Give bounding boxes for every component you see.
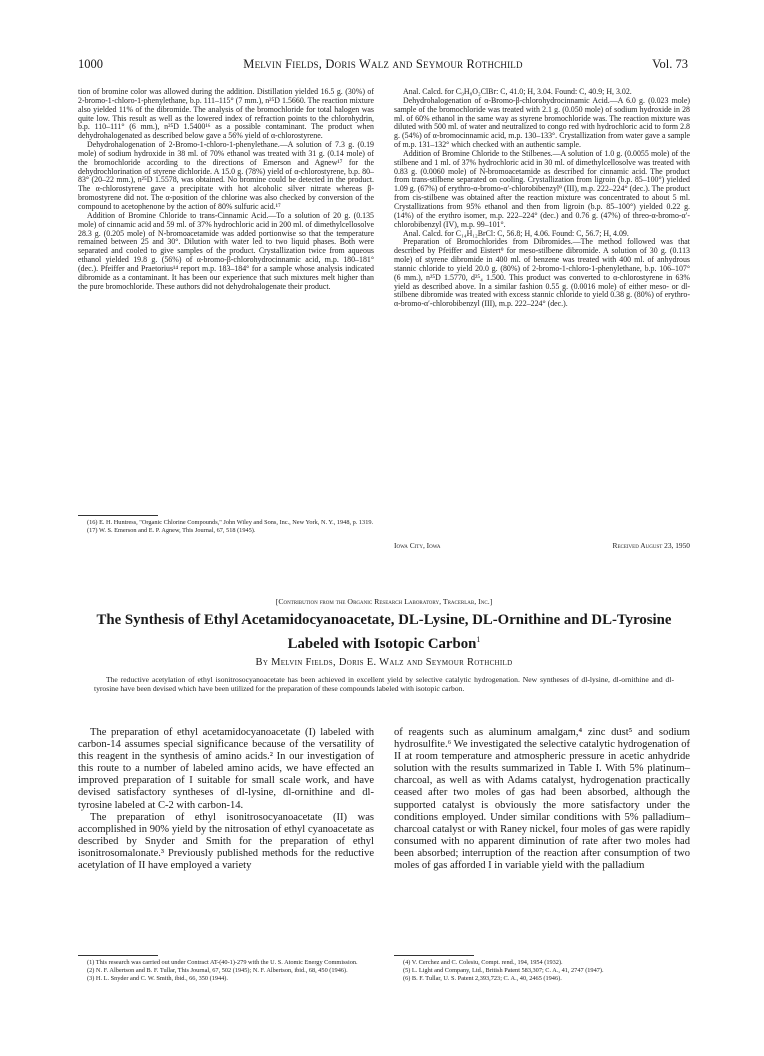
- prev-paragraph: Dehydrohalogenation of α-Bromo-β-chlorohydrocinnamic Acid.—A 6.0 g. (0.023 mole) sample of the bromochloride was treated with 2.1 g. (0.050 mole) of sodium hydroxide in 28 ml. of 60% ethanol in the same way as styrene bromochloride was. The reaction mixture was diluted with 500 ml. of water and neutralized to congo red with hydrochloric acid to form 2.8 g. (54%) of α-bromocinnamic acid, m.p. 130–133°. Crystallization from water gave a sample of m.p. 131–132° which checked with an authentic sample.: [394, 95, 690, 150]
- prev-paragraph: Dehydrohalogenation of 2-Bromo-1-chloro-1-phenylethane.—A solution of 7.3 g. (0.19 mole) of sodium hydroxide in 38 ml. of 70% ethanol was treated with 31 g. (0.14 mole) of the bromochloride according to the directions of Emerson and Agnew¹⁷ for the dehydrochlorination of styrene dichloride. A 15.0 g. (78%) yield of α-chlorostyrene, b.p. 80–83° (20–22 mm.), n²⁵D 1.5578, was obtained. No bromine could be detected in the product. The α-chlorostyrene gave a precipitate with hot alcoholic silver nitrate whereas β-bromostyrene did not. The α-position of the chlorine was also checked by conversion of the compound to acetophenone by the action of 80% sulfuric acid.¹⁷: [78, 140, 374, 211]
- prev-article-left-column: [78, 88, 374, 291]
- article-title: [78, 611, 690, 654]
- prev-paragraph: Addition of Bromine Chloride to trans-Cinnamic Acid.—To a solution of 20 g. (0.135 mole) of cinnamic acid and 59 ml. of 37% hydrochloric acid in 200 ml. of dimethylcellosolve 28.3 g. (0.205 mole) of N-bromoacetamide was added portionwise so that the temperature remained between 25 and 30°. Dilution with water led to two liquid phases. Both were separated and cooled to give samples of the product. Crystallization twice from aqueous ethanol yielded 19.8 g. (56%) of α-bromo-β-chlorohydrocinnamic acid, m.p. 180–181° (dec.). Pfeiffer and Praetorius¹⁴ report m.p. 183–184° for a sample whose analysis indicated dibromide as a contaminant. It has been our experience that such mixtures melt higher than the pure bromochloride. These authors did not dehydrohalogenate their product.: [78, 210, 374, 291]
- running-title: Melvin Fields, Doris Walz and Seymour Rothchild: [243, 57, 523, 71]
- page-number: 1000: [78, 57, 103, 71]
- prev-paragraph: Anal. Calcd. for C₉H₈O₂ClBr: C, 41.0; H, 3.04. Found: C, 40.9; H, 3.02.: [403, 87, 632, 96]
- footnote: (16) E. H. Huntress, "Organic Chlorine Compounds," John Wiley and Sons, Inc., New York, N. Y., 1948, p. 1319.: [87, 519, 374, 526]
- footnote: (3) H. L. Snyder and C. W. Smith, ibid., 66, 350 (1944).: [87, 975, 228, 982]
- article-right-footnotes: [394, 959, 690, 983]
- prev-paragraph: Addition of Bromine Chloride to the Stilbenes.—A solution of 1.0 g. (0.0055 mole) of the stilbene and 1 ml. of 37% hydrochloric acid in 30 ml. of dimethylcellosolve was treated with 0.83 g. (0.0060 mole) of N-bromoacetamide as described for cinnamic acid. The product from trans-stilbene separated on cooling. Crystallization from ligroin (b.p. 85–100°) yielded 1.09 g. (67%) of erythro-α-bromo-α′-chlorobibenzyl⁹ (III), m.p. 222–224° (dec.). The product from cis-stilbene was obtained after the reaction mixture was concentrated to about 5 ml. Crystallizations from 95% ethanol and then from ligroin (b.p. 85–100°) yielded 0.22 g. (14%) of the erythro isomer, m.p. 222–224° (dec.) and 0.76 g. (47%) of threo-α-bromo-α′-chlorobibenzyl (IV), m.p. 99–101°.: [394, 148, 691, 229]
- body-paragraph: of reagents such as aluminum amalgam,⁴ zinc dust⁵ and sodium hydrosulfite.⁶ We investigated the selective catalytic hydrogenation of II at room temperature and atmospheric pressure in acetic anhydride solution with the results summarized in Table I. With 5% platinum–charcoal, as well as with Adams catalyst, hydrogenation practically ceased after two moles of gas had been absorbed, although the supported catalyst is obviously the more satisfactory under the conditions employed. Under similar conditions with 5% palladium–charcoal catalyst or with Raney nickel, four moles of gas were rapidly consumed with no apparent diminution of rate after two moles had been absorbed; interruption of the reaction after consumption of two moles of gas afforded I in variable yield with the palladium: [394, 727, 690, 872]
- body-paragraph: The preparation of ethyl acetamidocyanoacetate (I) labeled with carbon-14 assumes special significance because of the versatility of this reagent in the synthesis of amino acids.² In our investigation of this route to a number of labeled amino acids, we have effected an improved preparation of I suitable for small scale work, and have devised satisfactory syntheses of dl-lysine, dl-ornithine and dl-tyrosine labeled at C-2 with carbon-14.: [78, 727, 374, 811]
- city-label: Iowa City, Iowa: [394, 541, 441, 550]
- prev-paragraph: tion of bromine color was allowed during the addition. Distillation yielded 16.5 g. (30%) of 2-bromo-1-chloro-1-phenylethane, b.p. 111–115° (7 mm.), n²⁵D 1.5660. The reaction mixture also yielded 11% of the dibromide. The analysis of the bromochloride for total halogen was quite low. This result as well as the lowered index of refraction points to the chlorohydrin, b.p. 110–111° (6 mm.), n²⁵D 1.5400¹⁶ as a possible contaminant. The product when dehydrohalogenated as described below gave a 56% yield of α-chlorostyrene.: [78, 87, 374, 141]
- prev-article-right-column: [394, 88, 690, 309]
- article-right-column: [394, 727, 690, 872]
- footnote: (1) This research was carried out under Contract AT-(40-1)-279 with the U. S. Atomic Energy Commission.: [87, 959, 358, 966]
- article-left-column: [78, 727, 374, 872]
- contribution-line: [Contribution from the Organic Research Laboratory, Tracerlab, Inc.]: [275, 597, 493, 606]
- running-header: [78, 56, 688, 72]
- title-footnote-mark: 1: [476, 635, 481, 644]
- body-paragraph: The preparation of ethyl isonitrosocyanoacetate (II) was accomplished in 90% yield by the nitrosation of ethyl cyanoacetate as described by Snyder and Smith for the preparation of ethyl isonitrosomalonate.³ Previously published methods for the reductive acetylation of II have employed a variety: [78, 811, 374, 872]
- article-abstract: The reductive acetylation of ethyl isonitrosocyanoacetate has been achieved in excellent yield by selective catalytic hydrogenation. New syntheses of dl-lysine, dl-ornithine and dl-tyrosine have been devised which have been utilized for the preparation of these compounds labeled with isotopic carbon.: [94, 675, 674, 693]
- prev-paragraph: Preparation of Bromochlorides from Dibromides.—The method followed was that described by Pfeiffer and Eistert⁹ for meso-stilbene dibromide. A solution of 30 g. (0.113 mole) of styrene dibromide in 400 ml. of benzene was treated with 400 ml. of anhydrous stannic chloride to yield 20.0 g. (80%) of 2-bromo-1-chloro-1-phenylethane, b.p. 106–107° (6 mm.), n²⁵D 1.5770, d²⁵₄ 1.500. This product was converted to α-chlorostyrene in 63% yield as described above. In a similar fashion 0.55 g. (0.0016 mole) of either meso- or dl-stilbene dibromide was treated with excess stannic chloride to yield 0.38 g. (80%) of erythro-α-bromo-α′-chlorobibenzyl (III), m.p. 222–224° (dec.).: [394, 237, 690, 309]
- footnote: (6) B. F. Tullar, U. S. Patent 2,393,723; C. A., 40, 2465 (1946).: [403, 975, 562, 982]
- volume-label: Vol. 73: [652, 57, 688, 71]
- footnote-rule: [394, 955, 474, 956]
- footnote: (17) W. S. Emerson and E. P. Agnew, This Journal, 67, 518 (1945).: [87, 527, 256, 534]
- prev-paragraph: Anal. Calcd. for C₁₄H₁₂BrCl: C, 56.8; H, 4.06. Found: C, 56.7; H, 4.09.: [403, 228, 629, 238]
- footnote: (2) N. F. Albertson and B. F. Tullar, This Journal, 67, 502 (1945); N. F. Albertson, ibid., 68, 450 (1946).: [87, 967, 348, 974]
- prev-article-left-footnotes: [78, 519, 374, 535]
- footnote: (4) V. Cerchez and C. Colesiu, Compt. rend., 194, 1954 (1932).: [403, 959, 563, 966]
- footnote-rule: [78, 955, 158, 956]
- footnote: (5) L. Light and Company, Ltd., British Patent 583,307; C. A., 41, 2747 (1947).: [403, 967, 604, 974]
- article-authors: By Melvin Fields, Doris E. Walz and Seymour Rothchild: [255, 657, 513, 668]
- received-date: Received August 23, 1950: [612, 541, 690, 550]
- article-left-footnotes: [78, 959, 374, 983]
- article-title-text: The Synthesis of Ethyl Acetamidocyanoacetate, DL-Lysine, DL-Ornithine and DL-Tyrosine Labeled with Isotopic Carbon: [96, 612, 672, 652]
- footnote-rule: [78, 515, 158, 516]
